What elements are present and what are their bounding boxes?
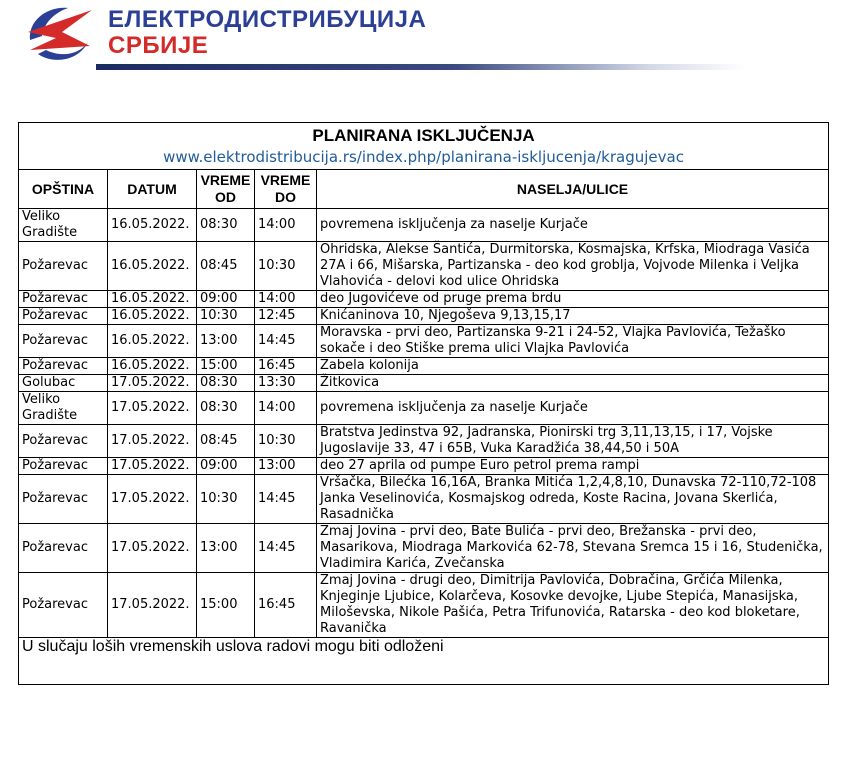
table-row bbox=[19, 524, 829, 573]
vreme-od-cell: 08:45 bbox=[197, 425, 255, 458]
col-header-opstina: OPŠTINA bbox=[19, 170, 108, 209]
datum-cell: 17.05.2022. bbox=[108, 524, 197, 573]
naselja-cell: Ohridska, Alekse Šantića, Durmitorska, Kosmajska, Krfska, Miodraga Vasića 27A i 66, Mišarska, Partizanska - deo kod groblja, Vojvode Milenka i Veljka Vlahovića - delovi kod ulice Ohridska bbox=[317, 242, 829, 291]
vreme-do-cell: 16:45 bbox=[255, 573, 317, 638]
datum-cell: 16.05.2022. bbox=[108, 358, 197, 375]
naselja-cell: Žitkovica bbox=[317, 375, 829, 392]
vreme-od-cell: 08:30 bbox=[197, 375, 255, 392]
naselja-cell: Zabela kolonija bbox=[317, 358, 829, 375]
opstina-cell: Požarevac bbox=[19, 291, 108, 308]
table-row bbox=[19, 308, 829, 325]
naselja-cell: Zmaj Jovina - prvi deo, Bate Bulića - prvi deo, Brežanska - prvi deo, Masarikova, Miodraga Markovića 62-78, Stevana Sremca 15 i 16, Studenička, Vladimira Karića, Zvečanska bbox=[317, 524, 829, 573]
datum-cell: 17.05.2022. bbox=[108, 425, 197, 458]
vreme-od-cell: 13:00 bbox=[197, 524, 255, 573]
table-row bbox=[19, 358, 829, 375]
table-row bbox=[19, 209, 829, 242]
footer-row bbox=[19, 638, 829, 685]
table-row bbox=[19, 291, 829, 308]
vreme-do-cell: 13:00 bbox=[255, 458, 317, 475]
col-header-vreme-od: VREME OD bbox=[197, 170, 255, 209]
opstina-cell: Požarevac bbox=[19, 524, 108, 573]
naselja-cell: povremena isključenja za naselje Kurjače bbox=[317, 392, 829, 425]
table-row bbox=[19, 425, 829, 458]
table-row bbox=[19, 573, 829, 638]
opstina-cell: Požarevac bbox=[19, 573, 108, 638]
opstina-cell: Požarevac bbox=[19, 458, 108, 475]
vreme-do-cell: 14:00 bbox=[255, 209, 317, 242]
datum-cell: 16.05.2022. bbox=[108, 242, 197, 291]
naselja-cell: povremena isključenja za naselje Kurjače bbox=[317, 209, 829, 242]
vreme-do-cell: 13:30 bbox=[255, 375, 317, 392]
brand-name-line1: ЕЛЕКТРОДИСТРИБУЦИЈА bbox=[108, 6, 427, 33]
vreme-od-cell: 08:30 bbox=[197, 392, 255, 425]
table-row bbox=[19, 475, 829, 524]
col-header-vreme-do: VREME DO bbox=[255, 170, 317, 209]
col-header-naselja: NASELJA/ULICE bbox=[317, 170, 829, 209]
opstina-cell: Veliko Gradište bbox=[19, 209, 108, 242]
footer-note: U slučaju loših vremenskih uslova radovi mogu biti odloženi bbox=[19, 638, 829, 685]
vreme-do-cell: 10:30 bbox=[255, 425, 317, 458]
vreme-od-cell: 15:00 bbox=[197, 573, 255, 638]
opstina-cell: Golubac bbox=[19, 375, 108, 392]
eds-logo-icon bbox=[22, 2, 100, 72]
datum-cell: 16.05.2022. bbox=[108, 308, 197, 325]
vreme-od-cell: 10:30 bbox=[197, 308, 255, 325]
vreme-od-cell: 13:00 bbox=[197, 325, 255, 358]
header-divider bbox=[96, 64, 746, 70]
opstina-cell: Veliko Gradište bbox=[19, 392, 108, 425]
brand-name-line2: СРБИЈЕ bbox=[108, 32, 209, 59]
opstina-cell: Požarevac bbox=[19, 325, 108, 358]
table-row bbox=[19, 392, 829, 425]
naselja-cell: deo Jugovićeve od pruge prema brdu bbox=[317, 291, 829, 308]
opstina-cell: Požarevac bbox=[19, 475, 108, 524]
datum-cell: 17.05.2022. bbox=[108, 475, 197, 524]
source-link[interactable]: www.elektrodistribucija.rs/index.php/planirana-iskljucenja/kragujevac bbox=[163, 148, 684, 166]
vreme-od-cell: 15:00 bbox=[197, 358, 255, 375]
vreme-do-cell: 10:30 bbox=[255, 242, 317, 291]
vreme-do-cell: 14:45 bbox=[255, 475, 317, 524]
table-row bbox=[19, 375, 829, 392]
page-title: PLANIRANA ISKLJUČENJA bbox=[312, 126, 535, 145]
table-row bbox=[19, 325, 829, 358]
table-row bbox=[19, 242, 829, 291]
naselja-cell: Vršačka, Bilećka 16,16A, Branka Mitića 1,2,4,8,10, Dunavska 72-110,72-108 Janka Veselinovića, Kosmajskog odreda, Koste Racina, Jovana Skerlića, Rasadnička bbox=[317, 475, 829, 524]
naselja-cell: Moravska - prvi deo, Partizanska 9-21 i 24-52, Vlajka Pavlovića, Težaško sokače i deo Stiške prema ulici Vlajka Pavlovića bbox=[317, 325, 829, 358]
datum-cell: 17.05.2022. bbox=[108, 573, 197, 638]
naselja-cell: Bratstva Jedinstva 92, Jadranska, Pionirski trg 3,11,13,15, i 17, Vojske Jugoslavije 33, 47 i 65B, Vuka Karadžića 38,44,50 i 50A bbox=[317, 425, 829, 458]
vreme-do-cell: 14:45 bbox=[255, 524, 317, 573]
vreme-do-cell: 14:00 bbox=[255, 291, 317, 308]
opstina-cell: Požarevac bbox=[19, 242, 108, 291]
datum-cell: 16.05.2022. bbox=[108, 209, 197, 242]
table-row bbox=[19, 458, 829, 475]
vreme-od-cell: 08:45 bbox=[197, 242, 255, 291]
title-cell bbox=[19, 123, 829, 170]
title-row bbox=[19, 123, 829, 170]
naselja-cell: Knićaninova 10, Njegoševa 9,13,15,17 bbox=[317, 308, 829, 325]
datum-cell: 17.05.2022. bbox=[108, 458, 197, 475]
vreme-do-cell: 14:45 bbox=[255, 325, 317, 358]
vreme-do-cell: 16:45 bbox=[255, 358, 317, 375]
table-body bbox=[19, 209, 829, 638]
outage-table bbox=[18, 122, 829, 685]
opstina-cell: Požarevac bbox=[19, 425, 108, 458]
naselja-cell: Zmaj Jovina - drugi deo, Dimitrija Pavlovića, Dobračina, Grčića Milenka, Knjeginje Ljubice, Kolarčeva, Kosovke devojke, Ljube Stepića, Manasijska, Miloševska, Nikole Pašića, Petra Trifunovića, Ratarska - deo kod bloketare, Ravanička bbox=[317, 573, 829, 638]
vreme-od-cell: 09:00 bbox=[197, 291, 255, 308]
datum-cell: 16.05.2022. bbox=[108, 291, 197, 308]
vreme-od-cell: 09:00 bbox=[197, 458, 255, 475]
datum-cell: 17.05.2022. bbox=[108, 375, 197, 392]
vreme-do-cell: 14:00 bbox=[255, 392, 317, 425]
opstina-cell: Požarevac bbox=[19, 308, 108, 325]
col-header-datum: DATUM bbox=[108, 170, 197, 209]
datum-cell: 16.05.2022. bbox=[108, 325, 197, 358]
vreme-od-cell: 08:30 bbox=[197, 209, 255, 242]
opstina-cell: Požarevac bbox=[19, 358, 108, 375]
vreme-do-cell: 12:45 bbox=[255, 308, 317, 325]
datum-cell: 17.05.2022. bbox=[108, 392, 197, 425]
header-row bbox=[19, 170, 829, 209]
vreme-od-cell: 10:30 bbox=[197, 475, 255, 524]
naselja-cell: deo 27 aprila od pumpe Euro petrol prema rampi bbox=[317, 458, 829, 475]
page-header bbox=[0, 0, 861, 80]
